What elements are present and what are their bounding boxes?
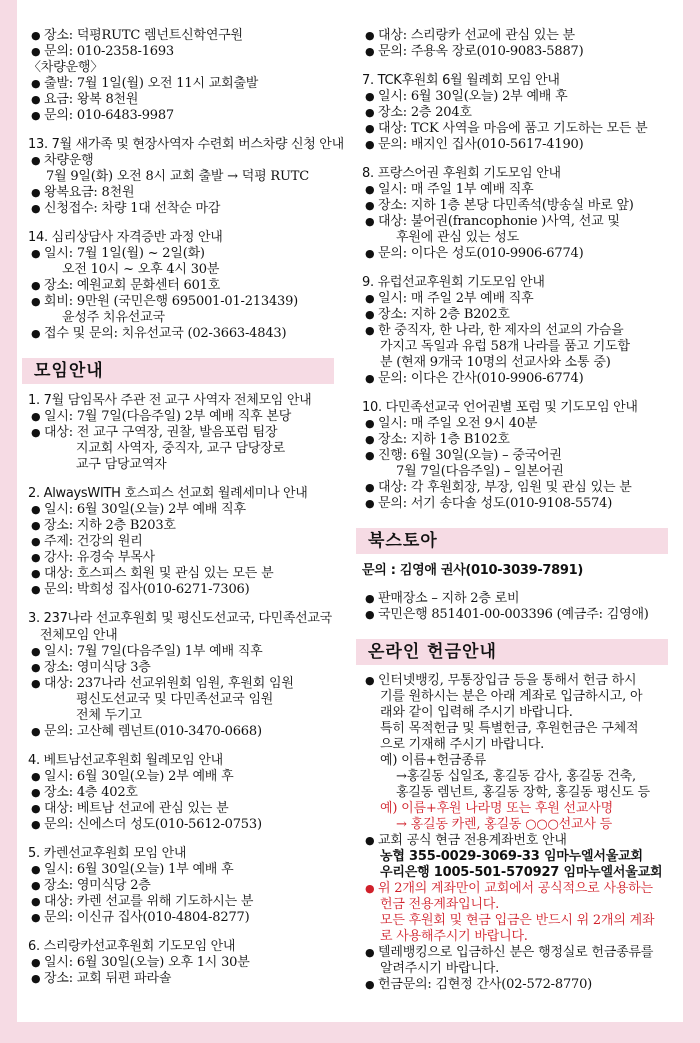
spacer bbox=[362, 153, 678, 165]
bullet-item: ● 국민은행 851401-00-003396 (예금주: 김영애) bbox=[362, 607, 678, 623]
section-title: 온라인 헌금안내 bbox=[356, 639, 668, 665]
indented-line: 전체 두기고 bbox=[76, 708, 142, 723]
indented-line: 7월 9일(화) 오전 8시 교회 출발 → 덕평 RUTC bbox=[46, 169, 309, 184]
indented-line: 오전 10시 ~ 오후 4시 30분 bbox=[62, 262, 220, 277]
bullet-item: ● 일시: 7월 1일(월) ~ 2일(화) bbox=[28, 246, 350, 262]
item-heading: 14. 심리상담사 자격증반 과정 안내 bbox=[28, 230, 223, 245]
bullet-item: ● 대상: 베트남 선교에 관심 있는 분 bbox=[28, 801, 350, 817]
spacer bbox=[28, 473, 350, 485]
bullet-item: ● 교회 공식 현금 전용계좌번호 안내 bbox=[362, 833, 678, 849]
item-heading: 1. 7월 담임목사 주관 전 교구 사역자 전체모임 안내 bbox=[28, 393, 312, 408]
bullet-item: ● 강사: 유경숙 부목사 bbox=[28, 550, 350, 566]
bullet-item: ● 일시: 6월 30일(오늘) 2부 예배 후 bbox=[28, 769, 350, 785]
bullet-item: ● 대상: 237나라 선교위원회 임원, 후원회 임원 bbox=[28, 676, 350, 692]
bullet-item: ● 왕복요금: 8천원 bbox=[28, 185, 350, 201]
item-heading: 13. 7월 새가족 및 현장사역자 수련회 버스차량 신청 안내 bbox=[28, 137, 344, 152]
bullet-item: ● 문의: 이신규 집사(010-4804-8277) bbox=[28, 910, 350, 926]
bullet-item: ● 일시: 6월 30일(오늘) 1부 예배 후 bbox=[28, 862, 350, 878]
indented-line: 지교회 사역자, 중직자, 교구 담당장로 bbox=[76, 441, 285, 456]
bullet-item: ● 장소: 영미식당 2층 bbox=[28, 878, 350, 894]
indented-line: 후원에 관심 있는 성도 bbox=[396, 230, 520, 245]
bullet-item: ● 인터넷뱅킹, 무통장입금 등을 통해서 헌금 하시 bbox=[362, 673, 678, 689]
item-heading: 3. 237나라 선교후원회 및 평신도선교국, 다민족선교국 bbox=[28, 611, 332, 626]
notice-bullet: ● 위 2개의 계좌만이 교회에서 공식적으로 사용하는 bbox=[362, 881, 678, 897]
indented-line: 특히 목적헌금 및 특별헌금, 후원헌금은 구체적 bbox=[380, 721, 639, 736]
bullet-item: ● 진행: 6월 30일(오늘) – 중국어권 bbox=[362, 448, 678, 464]
spacer bbox=[362, 262, 678, 274]
indented-line: 7월 7일(다음주일) – 일본어권 bbox=[396, 464, 564, 479]
bullet-item: ● 문의: 박희성 집사(010-6271-7306) bbox=[28, 582, 350, 598]
bullet-item: ● 일시: 7월 7일(다음주일) 1부 예배 직후 bbox=[28, 644, 350, 660]
bullet-item: ● 장소: 4층 402호 bbox=[28, 785, 350, 801]
notice-line: 로 사용해주시기 바랍니다. bbox=[380, 929, 528, 944]
contact-line: 문의 : 김영애 권사(010-3039-7891) bbox=[362, 563, 584, 578]
account-number: 우리은행 1005-501-570927 임마누엘서울교회 bbox=[380, 865, 663, 880]
item-heading: 5. 카렌선교후원회 모임 안내 bbox=[28, 846, 187, 861]
spacer bbox=[362, 512, 678, 524]
section-title: 모임안내 bbox=[22, 358, 334, 384]
indented-line: →홍길동 십일조, 홍길동 감사, 홍길동 건축, bbox=[396, 769, 636, 784]
bullet-item: ● 문의: 고산혜 렘넌트(010-3470-0668) bbox=[28, 724, 350, 740]
bullet-item: ● 장소: 지하 1층 본당 다민족석(방송실 바로 앞) bbox=[362, 198, 678, 214]
bullet-item: ● 대상: TCK 사역을 마음에 품고 기도하는 모든 분 bbox=[362, 121, 678, 137]
bullet-item: ● 문의: 010-6483-9987 bbox=[28, 108, 350, 124]
right-column bbox=[362, 28, 678, 993]
subheading: 〈차량운행〉 bbox=[28, 60, 104, 75]
spacer bbox=[28, 740, 350, 752]
bullet-item: ● 대상: 스리랑카 선교에 관심 있는 분 bbox=[362, 28, 678, 44]
bullet-item: ● 회비: 9만원 (국민은행 695001-01-213439) bbox=[28, 294, 350, 310]
indented-line: 분 (현재 9개국 10명의 선교사와 소통 중) bbox=[380, 355, 611, 370]
bullet-item: ● 문의: 서기 송다솔 성도(010-9108-5574) bbox=[362, 496, 678, 512]
bullet-item: ● 장소: 2층 204호 bbox=[362, 105, 678, 121]
bullet-item: ● 일시: 6월 30일(오늘) 2부 예배 후 bbox=[362, 89, 678, 105]
item-heading: 9. 유럽선교후원회 기도모임 안내 bbox=[362, 275, 545, 290]
item-heading: 전체모임 안내 bbox=[40, 628, 118, 643]
item-heading: 4. 베트남선교후원회 월례모임 안내 bbox=[28, 753, 223, 768]
bullet-item: ● 대상: 불어권(francophonie )사역, 선교 및 bbox=[362, 214, 678, 230]
indented-line: 평신도선교국 및 다민족선교국 임원 bbox=[76, 692, 274, 707]
bullet-item: ● 일시: 매 주일 1부 예배 직후 bbox=[362, 182, 678, 198]
indented-line: 기를 원하시는 분은 아래 계좌로 입금하시고, 아 bbox=[380, 689, 643, 704]
spacer bbox=[28, 217, 350, 229]
bullet-item: ● 일시: 매 주일 2부 예배 직후 bbox=[362, 291, 678, 307]
spacer bbox=[28, 124, 350, 136]
bullet-item: ● 장소: 지하 1층 B102호 bbox=[362, 432, 678, 448]
bullet-item: ● 대상: 카렌 선교를 위해 기도하시는 분 bbox=[28, 894, 350, 910]
bullet-item: ● 문의: 010-2358-1693 bbox=[28, 44, 350, 60]
bullet-item: ● 헌금문의: 김현정 간사(02-572-8770) bbox=[362, 977, 678, 993]
item-heading: 6. 스리랑카선교후원회 기도모임 안내 bbox=[28, 939, 236, 954]
bullet-item: ● 일시: 매 주일 오전 9시 40분 bbox=[362, 416, 678, 432]
bullet-item: ● 문의: 배지인 집사(010-5617-4190) bbox=[362, 137, 678, 153]
bullet-item: ● 장소: 교회 뒤편 파라솔 bbox=[28, 971, 350, 987]
bullet-item: ● 접수 및 문의: 치유선교국 (02-3663-4843) bbox=[28, 326, 350, 342]
bullet-item: ● 출발: 7월 1일(월) 오전 11시 교회출발 bbox=[28, 76, 350, 92]
item-heading: 8. 프랑스어권 후원회 기도모임 안내 bbox=[362, 166, 561, 181]
indented-line: 교구 담당교역자 bbox=[76, 457, 167, 472]
bullet-item: ● 대상: 전 교구 구역장, 권찰, 발음포럼 팀장 bbox=[28, 425, 350, 441]
bullet-item: ● 문의: 신에스더 성도(010-5612-0753) bbox=[28, 817, 350, 833]
bullet-item: ● 장소: 지하 2층 B202호 bbox=[362, 307, 678, 323]
item-heading: 7. TCK후원회 6월 월례회 모임 안내 bbox=[362, 73, 560, 88]
spacer bbox=[362, 579, 678, 591]
indented-line: 홍길동 렘넌트, 홍길동 장학, 홍길동 평신도 등 bbox=[396, 785, 650, 800]
indented-line: 윤성주 치유선교국 bbox=[62, 310, 165, 325]
notice-line: → 홍길동 카렌, 홍길동 ○○○선교사 등 bbox=[396, 817, 613, 832]
spacer bbox=[28, 926, 350, 938]
bullet-item: ● 텔레뱅킹으로 입금하신 분은 행정실로 헌금종류를 bbox=[362, 945, 678, 961]
bullet-item: ● 차량운행 bbox=[28, 153, 350, 169]
spacer bbox=[28, 342, 350, 354]
indented-line: 알려주시기 바랍니다. bbox=[380, 961, 500, 976]
bullet-item: ● 대상: 각 후원회장, 부장, 임원 및 관심 있는 분 bbox=[362, 480, 678, 496]
notice-line: 예) 이름+후원 나라명 또는 후원 선교사명 bbox=[380, 801, 613, 816]
notice-line: 모든 후원회 및 현금 입금은 반드시 위 2개의 계좌 bbox=[380, 913, 655, 928]
bullet-item: ● 대상: 호스피스 회원 및 관심 있는 모든 분 bbox=[28, 566, 350, 582]
bullet-item: ● 신청접수: 차량 1대 선착순 마감 bbox=[28, 201, 350, 217]
bullet-item: ● 일시: 6월 30일(오늘) 2부 예배 직후 bbox=[28, 502, 350, 518]
section-title: 북스토아 bbox=[356, 528, 668, 554]
item-heading: 10. 다민족선교국 언어권별 포럼 및 기도모임 안내 bbox=[362, 400, 638, 415]
bullet-item: ● 주제: 건강의 원리 bbox=[28, 534, 350, 550]
bullet-item: ● 장소: 영미식당 3층 bbox=[28, 660, 350, 676]
spacer bbox=[362, 387, 678, 399]
indented-line: 가지고 독일과 유럽 58개 나라를 품고 기도합 bbox=[380, 339, 630, 354]
spacer bbox=[28, 833, 350, 845]
bullet-item: ● 일시: 7월 7일(다음주일) 2부 예배 직후 본당 bbox=[28, 409, 350, 425]
bullet-item: ● 판매장소 – 지하 2층 로비 bbox=[362, 591, 678, 607]
account-number: 농협 355-0029-3069-33 임마누엘서울교회 bbox=[380, 849, 643, 864]
bullet-item: ● 일시: 6월 30일(오늘) 오후 1시 30분 bbox=[28, 955, 350, 971]
bullet-item: ● 장소: 예원교회 문화센터 601호 bbox=[28, 278, 350, 294]
left-column bbox=[28, 28, 350, 987]
indented-line: 예) 이름+헌금종류 bbox=[380, 753, 487, 768]
indented-line: 래와 같이 입력해 주시기 바랍니다. bbox=[380, 705, 573, 720]
spacer bbox=[28, 598, 350, 610]
item-heading: 2. AlwaysWITH 호스피스 선교회 월례세미나 안내 bbox=[28, 486, 308, 501]
spacer bbox=[362, 60, 678, 72]
bullet-item: ● 장소: 덕평RUTC 렘넌트신학연구원 bbox=[28, 28, 350, 44]
bullet-item: ● 문의: 주용옥 장로(010-9083-5887) bbox=[362, 44, 678, 60]
bullet-item: ● 요금: 왕복 8천원 bbox=[28, 92, 350, 108]
bullet-item: ● 문의: 이다은 간사(010-9906-6774) bbox=[362, 371, 678, 387]
notice-line: 헌금 전용계좌입니다. bbox=[380, 897, 500, 912]
bullet-item: ● 문의: 이다은 성도(010-9906-6774) bbox=[362, 246, 678, 262]
bullet-item: ● 한 중직자, 한 나라, 한 제자의 선교의 가슴을 bbox=[362, 323, 678, 339]
bullet-item: ● 장소: 지하 2층 B203호 bbox=[28, 518, 350, 534]
spacer bbox=[362, 623, 678, 635]
indented-line: 으로 기재해 주시기 바랍니다. bbox=[380, 737, 545, 752]
